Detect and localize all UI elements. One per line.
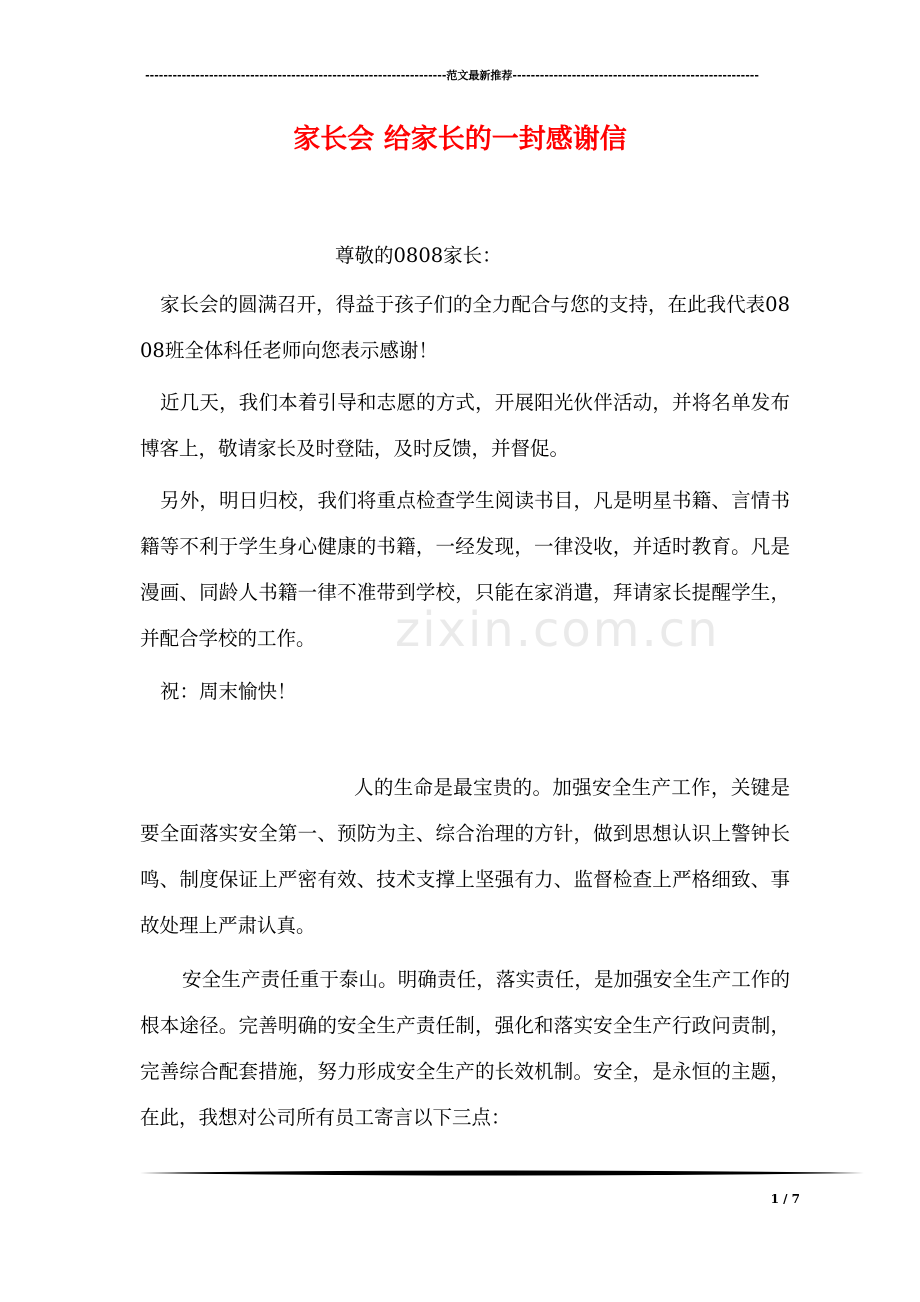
paragraph-reading-check: 另外，明日归校，我们将重点检查学生阅读书目，凡是明星书籍、言情书籍等不利于学生身心健康的书籍，一经发现，一律没收，并适时教育。凡是漫画、同龄人书籍一律不准带到学校，只能在家消遣，拜请家长提醒学生，并配合学校的工作。 <box>140 489 790 650</box>
paragraph-activity: 近几天，我们本着引导和志愿的方式，开展阳光伙伴活动，并将名单发布博客上，敬请家长及时登陆，及时反馈，并督促。 <box>140 391 790 460</box>
watermark: zixin.com.cn <box>395 602 720 658</box>
greeting: 尊敬的0808家长： <box>335 244 502 267</box>
document-title: 家长会 给家长的一封感谢信 <box>293 124 627 155</box>
header-banner: ------------------------------------------------------------------范文最新推荐------------------------------------------------------ <box>145 69 759 82</box>
closing-wish: 祝：周末愉快！ <box>160 680 297 703</box>
footer-rule <box>140 1168 864 1178</box>
paragraph-safety-responsibility: 安全生产责任重于泰山。明确责任，落实责任，是加强安全生产工作的根本途径。完善明确的安全生产责任制，强化和落实安全生产行政问责制，完善综合配套措施，努力形成安全生产的长效机制。安全，是永恒的主题，在此，我想对公司所有员工寄言以下三点： <box>140 968 790 1129</box>
paragraph-thanks: 家长会的圆满召开，得益于孩子们的全力配合与您的支持，在此我代表0808班全体科任老师向您表示感谢！ <box>140 293 790 362</box>
page-number: 1 / 7 <box>770 1192 800 1206</box>
paragraph-safety-life: 人的生命是最宝贵的。加强安全生产工作，关键是要全面落实安全第一、预防为主、综合治理的方针，做到思想认识上警钟长鸣、制度保证上严密有效、技术支撑上坚强有力、监督检查上严格细致、事故处理上严肃认真。 <box>140 776 790 937</box>
